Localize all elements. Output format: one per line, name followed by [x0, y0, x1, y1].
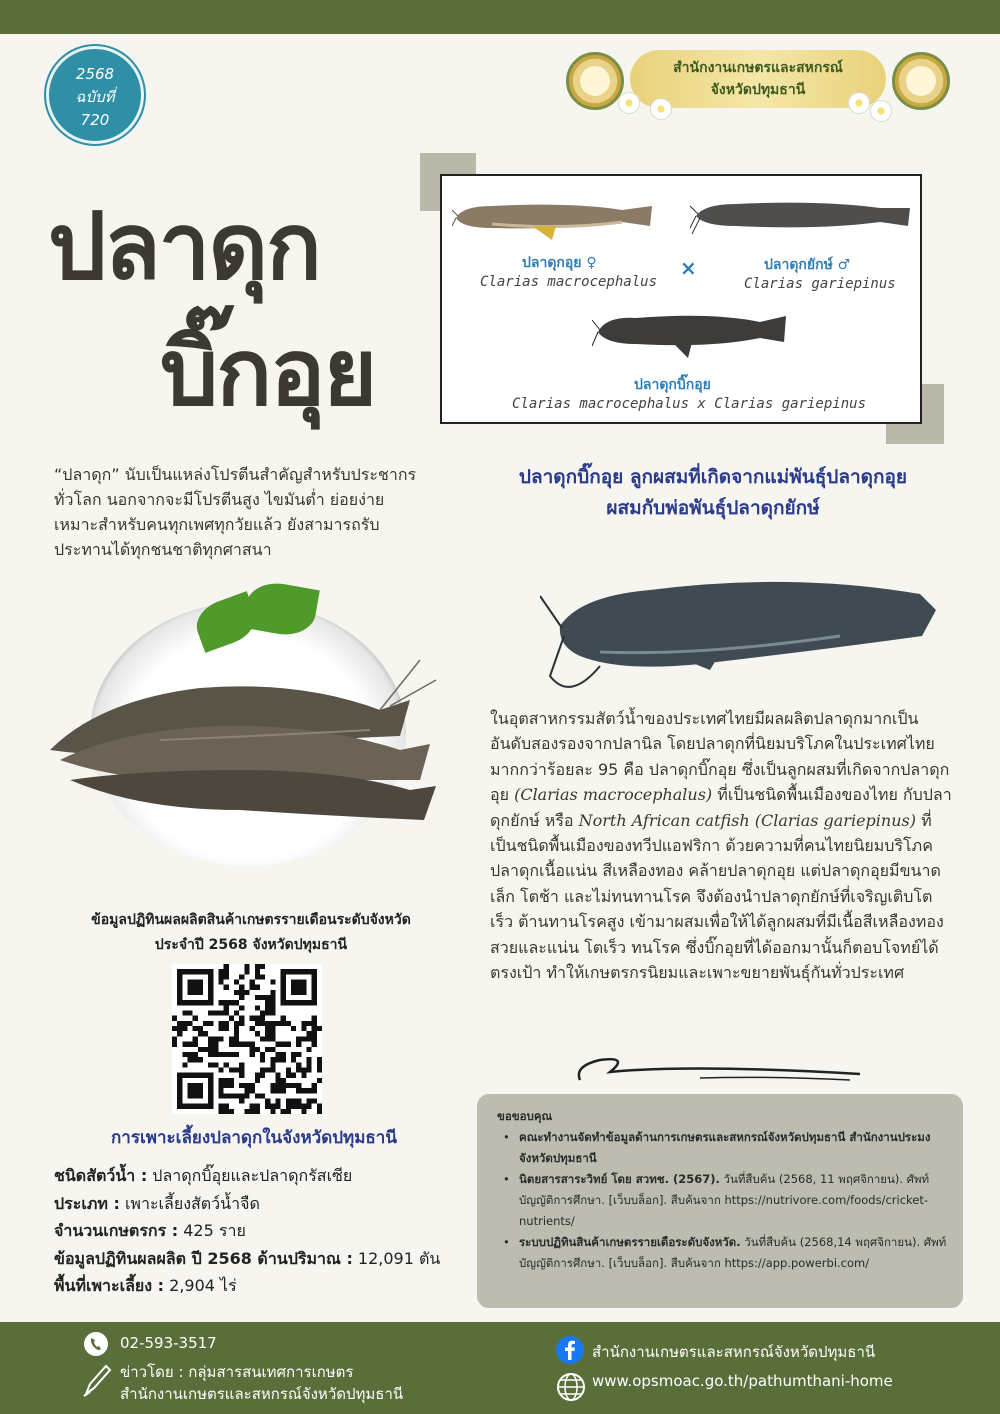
- body-sci-name1: (Clarias macrocephalus): [514, 785, 713, 805]
- ministry-logo: [566, 52, 624, 110]
- fact-row: [54, 1190, 474, 1218]
- fact-value: 425 ราย: [178, 1221, 246, 1240]
- male-fish-scientific: Clarias gariepinus: [744, 276, 896, 292]
- acknowledgement-box: [477, 1094, 963, 1308]
- fact-value: เพาะเลี้ยงสัตว์น้ำจืด: [119, 1193, 260, 1213]
- page-title-line1: ปลาดุก: [48, 193, 320, 300]
- footer-phone[interactable]: 02-593-3517: [120, 1334, 217, 1352]
- page-title-line2: บิ๊กอุย: [160, 319, 376, 426]
- hybrid-fish-scientific: Clarias macrocephalus x Clarias gariepinus: [512, 396, 867, 412]
- ack-item2-rest: วันที่สืบค้น (2568, 11 พฤศจิกายน). ศัพท์บัญญัติการศึกษา. [เว็บบล็อก]. สืบค้นจาก https://nutrivore.com/foods/cricket-nutrients/: [519, 1172, 930, 1228]
- fact-row: [54, 1217, 474, 1245]
- breeding-facts: [54, 1162, 474, 1300]
- ack-item3-bold: ระบบปฏิทินสินค้าเกษตรรายเดือระดับจังหวัด.: [519, 1235, 741, 1249]
- cross-symbol: ×: [680, 256, 697, 280]
- acknowledgement-title: ขอขอบคุณ: [497, 1109, 553, 1123]
- flower-decoration: [618, 92, 640, 114]
- acknowledgement-item: [497, 1127, 947, 1169]
- pen-icon: [82, 1362, 112, 1398]
- org-line1: สำนักงานเกษตรและสหกรณ์: [673, 60, 843, 76]
- phone-icon: [84, 1332, 108, 1356]
- ack-item2-bold: นิตยสารสาระวิทย์ โดย สวทช. (2567).: [519, 1172, 720, 1186]
- fact-value: ปลาดุกบิ๊อุยและปลาดุกรัสเซีย: [147, 1166, 353, 1185]
- headline-line2: ผสมกับพ่อพันธุ์ปลาดุกยักษ์: [606, 497, 820, 519]
- headline-line1: ปลาดุกบิ๊กอุย ลูกผสมที่เกิดจากแม่พันธุ์ปลาดุกอุย: [518, 466, 908, 488]
- breeding-title: การเพาะเลี้ยงปลาดุกในจังหวัดปทุมธานี: [111, 1128, 397, 1148]
- reference-line1: ข้อมูลปฏิทินผลผลิตสินค้าเกษตรรายเดือนระดับจังหวัด: [91, 912, 411, 928]
- ack-item1: คณะทำงานจัดทำข้อมูลด้านการเกษตรและสหกรณ์จังหวัดปทุมธานี สำนักงานประมงจังหวัดปทุมธานี: [519, 1130, 931, 1165]
- body-sci-name2: North African catfish (Clarias gariepinus): [578, 810, 916, 830]
- body-text-part1: ในอุตสาหกรรมสัตว์น้ำของประเทศไทยมีผลผลิตปลาดุกมากเป็นอันดับสองรองจากปลานิล โดยปลาดุกที่นิยมบริโภคในประเทศไทยมากกว่าร้อยละ 95 คือ ปลาดุกบิ๊กอุย ซึ่งเป็นลูกผสมที่เกิดจากปลาดุกอุย: [490, 709, 950, 805]
- fact-label: จำนวนเกษตรกร :: [54, 1221, 179, 1240]
- body-paragraph: [490, 706, 955, 985]
- qr-code[interactable]: [172, 964, 322, 1114]
- ack-item3-rest: วันที่สืบค้น (2568,14 พฤศจิกายน). ศัพท์บัญญัติการศึกษา. [เว็บบล็อก]. สืบค้นจาก https://app.powerbi.com/: [519, 1235, 947, 1270]
- issue-badge: [46, 46, 144, 144]
- male-fish-image: [690, 194, 912, 244]
- fact-label: ประเภท :: [54, 1193, 120, 1213]
- fact-label: ข้อมูลปฏิทินผลผลิต ปี 2568 ด้านปริมาณ :: [54, 1248, 353, 1268]
- bigui-catfish-image: [540, 566, 940, 706]
- footer-office: สำนักงานเกษตรและสหกรณ์จังหวัดปทุมธานี: [120, 1385, 404, 1403]
- signature-swoosh: [570, 1046, 870, 1086]
- footer-news-by: ข่าวโดย : กลุ่มสารสนเทศการเกษตร: [120, 1363, 354, 1381]
- fact-value: 12,091 ตัน: [352, 1248, 441, 1268]
- org-line2: จังหวัดปทุมธานี: [710, 82, 806, 98]
- top-bar: [0, 0, 1000, 34]
- province-logo: [892, 52, 950, 110]
- fact-label: พื้นที่เพาะเลี้ยง :: [54, 1276, 165, 1295]
- plated-catfish: [40, 640, 440, 840]
- fact-row: [54, 1245, 474, 1273]
- reference-caption: [60, 908, 442, 958]
- female-fish-image: [452, 196, 656, 246]
- acknowledgement-item: [497, 1169, 947, 1232]
- body-text-part2: ที่เป็นชนิดพื้นเมืองของไทย กับปลาดุกยักษ์ หรือ: [490, 785, 952, 830]
- fact-row: [54, 1162, 474, 1190]
- footer-website[interactable]: www.opsmoac.go.th/pathumthani-home: [592, 1372, 893, 1390]
- body-text-part3: ที่เป็นชนิดพื้นเมืองของทวีปแอฟริกา ด้วยความที่คนไทยนิยมบริโภคปลาดุกเนื้อแน่น สีเหลืองทอง คล้ายปลาดุกอุย แต่ปลาดุกอุยมีขนาดเล็ก โตช้า และไม่ทนทานโรค จึงต้องนำปลาดุกยักษ์ที่เจริญเติบโตเร็ว ต้านทานโรคสูง เข้ามาผสมเพื่อให้ได้ลูกผสมที่มีเนื้อสีเหลืองทองสวยและแน่น โตเร็ว ทนโรค ซึ่งบิ๊กอุยที่ได้ออกมานั้นก็ตอบโจทย์ได้ตรงเป้า ทำให้เกษตรกรนิยมและเพาะขยายพันธุ์กันทั่วประเทศ: [490, 810, 944, 983]
- facebook-icon[interactable]: [556, 1336, 584, 1364]
- issue-year: 2568: [75, 65, 115, 83]
- issue-label: ฉบับที่: [75, 88, 115, 106]
- flower-decoration: [870, 100, 892, 122]
- issue-number: 720: [80, 111, 110, 129]
- male-fish-name: ปลาดุกยักษ์ ♂: [764, 257, 851, 273]
- flower-decoration: [848, 92, 870, 114]
- fact-row: [54, 1272, 474, 1300]
- flower-decoration: [650, 98, 672, 120]
- acknowledgement-item: [497, 1232, 947, 1274]
- fact-value: 2,904 ไร่: [164, 1276, 237, 1295]
- reference-line2: ประจำปี 2568 จังหวัดปทุมธานี: [154, 937, 348, 953]
- section-headline: [458, 462, 968, 524]
- footer-facebook[interactable]: สำนักงานเกษตรและสหกรณ์จังหวัดปทุมธานี: [592, 1343, 876, 1361]
- fact-label: ชนิดสัตว์น้ำ :: [54, 1166, 148, 1185]
- female-fish-name: ปลาดุกอุย ♀: [522, 255, 597, 271]
- hybrid-fish-image: [592, 306, 788, 362]
- female-fish-scientific: Clarias macrocephalus: [480, 274, 658, 290]
- hybrid-fish-name: ปลาดุกบิ๊กอุย: [634, 377, 711, 393]
- intro-paragraph: “ปลาดุก” นับเป็นแหล่งโปรตีนสำคัญสำหรับประชากรทั่วโลก นอกจากจะมีโปรตีนสูง ไขมันต่ำ ย่อยง่าย เหมาะสำหรับคนทุกเพศทุกวัยแล้ว ยังสามารถรับประทานได้ทุกชนชาติทุกศาสนา: [54, 465, 417, 559]
- globe-icon: [556, 1372, 586, 1402]
